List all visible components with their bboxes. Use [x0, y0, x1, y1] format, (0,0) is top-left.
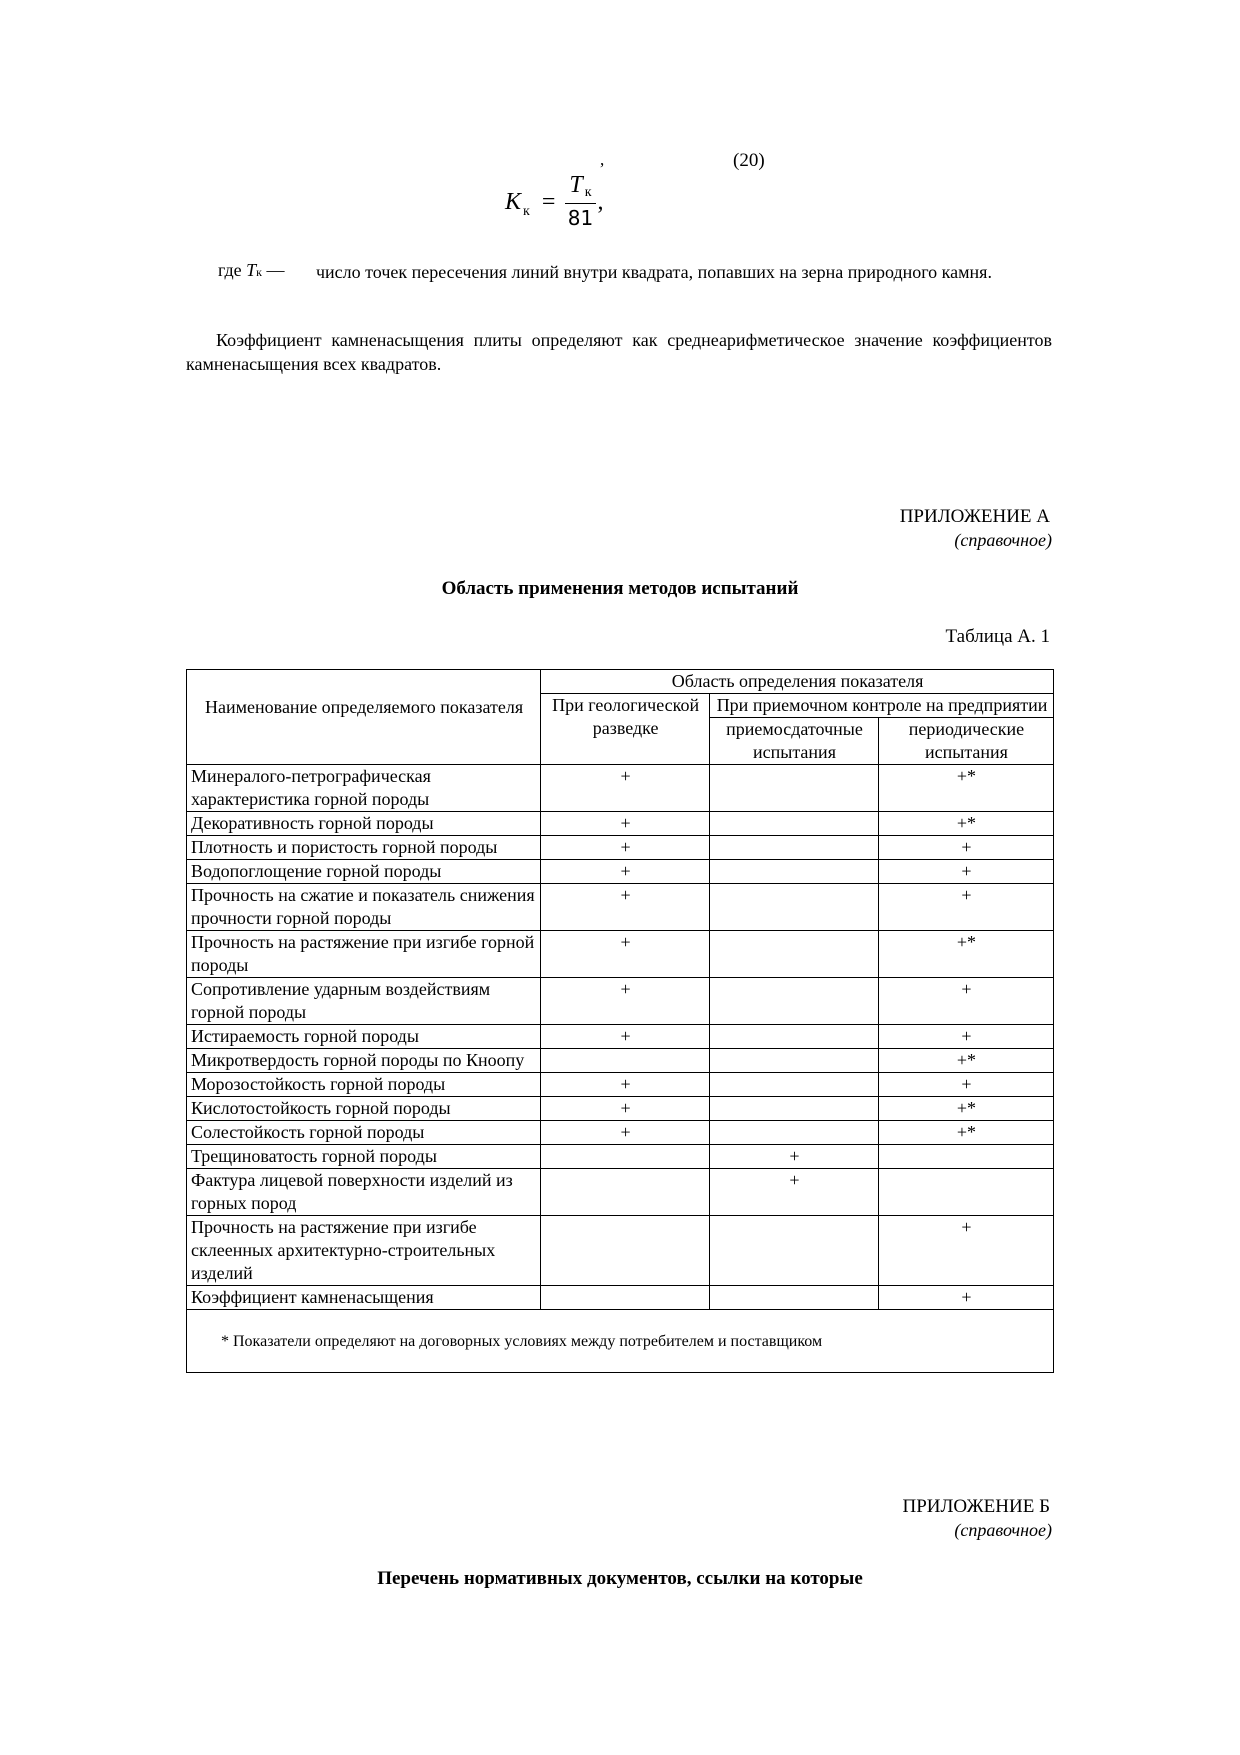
row-delivery: [710, 1073, 879, 1097]
row-name: Прочность на растяжение при изгибе горной породы: [187, 931, 541, 978]
appendix-a-title: ПРИЛОЖЕНИЕ А: [899, 506, 1050, 527]
row-periodic: +: [878, 1073, 1053, 1097]
appendix-a-subtitle: (справочное): [954, 530, 1052, 550]
table-note-row: [187, 1310, 1054, 1373]
row-geo: +: [541, 978, 710, 1025]
table-row: [187, 1145, 1054, 1169]
row-name: Прочность на сжатие и показатель снижения прочности горной породы: [187, 884, 541, 931]
formula-fraction: [565, 172, 595, 232]
table-row: [187, 1049, 1054, 1073]
appendix-b-heading: Перечень нормативных документов, ссылки на которые: [377, 1568, 863, 1589]
row-name: Сопротивление ударным воздействиям горной породы: [187, 978, 541, 1025]
row-name: Плотность и пористость горной породы: [187, 836, 541, 860]
formula-stray-comma: ,: [600, 150, 605, 169]
row-periodic: +: [878, 978, 1053, 1025]
row-periodic: +*: [878, 812, 1053, 836]
formula: [505, 171, 604, 233]
methods-table: [186, 669, 1054, 1373]
row-geo: [541, 1169, 710, 1216]
row-name: Трещиноватость горной породы: [187, 1145, 541, 1169]
row-geo: +: [541, 1073, 710, 1097]
formula-numerator: T к: [565, 172, 595, 204]
row-geo: [541, 1145, 710, 1169]
row-delivery: [710, 884, 879, 931]
table-row: [187, 978, 1054, 1025]
row-geo: [541, 1286, 710, 1310]
row-delivery: [710, 978, 879, 1025]
row-delivery: [710, 931, 879, 978]
row-delivery: [710, 860, 879, 884]
row-periodic: +: [878, 860, 1053, 884]
table-row: [187, 1073, 1054, 1097]
table-row: [187, 931, 1054, 978]
row-delivery: [710, 812, 879, 836]
formula-lhs: K $_к$: [505, 188, 530, 219]
row-name: Кислотостойкость горной породы: [187, 1097, 541, 1121]
row-periodic: [878, 1169, 1053, 1216]
row-periodic: +*: [878, 1049, 1053, 1073]
row-periodic: +: [878, 1025, 1053, 1049]
row-delivery: [710, 1025, 879, 1049]
row-name: Микротвердость горной породы по Кноопу: [187, 1049, 541, 1073]
table-footnote: * Показатели определяют на договорных условиях между потребителем и поставщиком: [187, 1310, 1054, 1373]
table-caption: Таблица А. 1: [945, 626, 1050, 647]
row-geo: +: [541, 884, 710, 931]
row-name: Прочность на растяжение при изгибе склеенных архитектурно-строительных изделий: [187, 1216, 541, 1286]
appendix-b-subtitle: (справочное): [954, 1520, 1052, 1540]
formula-lhs-subscript: к: [523, 203, 530, 219]
table-row: [187, 836, 1054, 860]
row-periodic: +: [878, 1216, 1053, 1286]
table-row: [187, 1216, 1054, 1286]
formula-trailing-comma: ,: [597, 188, 604, 215]
row-geo: +: [541, 1097, 710, 1121]
appendix-b-title: ПРИЛОЖЕНИЕ Б: [902, 1496, 1050, 1517]
row-name: Минералого-петрографическая характеристика горной породы: [187, 765, 541, 812]
table-row: [187, 1169, 1054, 1216]
row-name: Декоративность горной породы: [187, 812, 541, 836]
formula-equals: =: [541, 188, 556, 215]
header-periodic: периодические испытания: [878, 718, 1053, 765]
row-name: Фактура лицевой поверхности изделий из горных пород: [187, 1169, 541, 1216]
table-row: [187, 765, 1054, 812]
header-geo: При геологической разведке: [541, 694, 710, 765]
body-paragraph: Коэффициент камненасыщения плиты определяют как среднеарифметическое значение коэффициентов камненасыщения всех квадратов.: [186, 330, 1052, 374]
row-periodic: +*: [878, 931, 1053, 978]
row-geo: [541, 1216, 710, 1286]
table-row: [187, 860, 1054, 884]
row-delivery: [710, 765, 879, 812]
row-geo: +: [541, 1121, 710, 1145]
row-geo: +: [541, 860, 710, 884]
row-geo: +: [541, 812, 710, 836]
row-periodic: +*: [878, 765, 1053, 812]
row-geo: +: [541, 1025, 710, 1049]
row-name: Солестойкость горной породы: [187, 1121, 541, 1145]
table-row: [187, 1121, 1054, 1145]
formula-number: (20): [733, 150, 765, 171]
table-row: [187, 884, 1054, 931]
table-row: [187, 1025, 1054, 1049]
where-term: где Tк —: [218, 260, 285, 280]
row-name: Морозостойкость горной породы: [187, 1073, 541, 1097]
row-geo: +: [541, 765, 710, 812]
row-periodic: +: [878, 884, 1053, 931]
row-delivery: +: [710, 1145, 879, 1169]
row-delivery: +: [710, 1169, 879, 1216]
table-row: [187, 1286, 1054, 1310]
row-geo: +: [541, 931, 710, 978]
row-delivery: [710, 1286, 879, 1310]
where-definition: число точек пересечения линий внутри квадрата, попавших на зерна природного камня.: [316, 262, 992, 282]
header-delivery: приемосдаточные испытания: [710, 718, 879, 765]
row-periodic: [878, 1145, 1053, 1169]
row-delivery: [710, 1216, 879, 1286]
row-delivery: [710, 836, 879, 860]
appendix-a-heading: Область применения методов испытаний: [441, 578, 799, 599]
header-scope: Область определения показателя: [541, 670, 1054, 694]
row-periodic: +*: [878, 1097, 1053, 1121]
row-delivery: [710, 1121, 879, 1145]
header-name: Наименование определяемого показателя: [187, 670, 541, 765]
header-acceptance: При приемочном контроле на предприятии: [710, 694, 1054, 718]
row-geo: [541, 1049, 710, 1073]
row-geo: +: [541, 836, 710, 860]
table-row: [187, 1097, 1054, 1121]
row-periodic: +: [878, 1286, 1053, 1310]
row-periodic: +: [878, 836, 1053, 860]
row-name: Истираемость горной породы: [187, 1025, 541, 1049]
row-name: Водопоглощение горной породы: [187, 860, 541, 884]
row-name: Коэффициент камненасыщения: [187, 1286, 541, 1310]
formula-denominator: 81: [567, 206, 594, 230]
row-delivery: [710, 1097, 879, 1121]
table-row: [187, 812, 1054, 836]
row-periodic: +*: [878, 1121, 1053, 1145]
row-delivery: [710, 1049, 879, 1073]
